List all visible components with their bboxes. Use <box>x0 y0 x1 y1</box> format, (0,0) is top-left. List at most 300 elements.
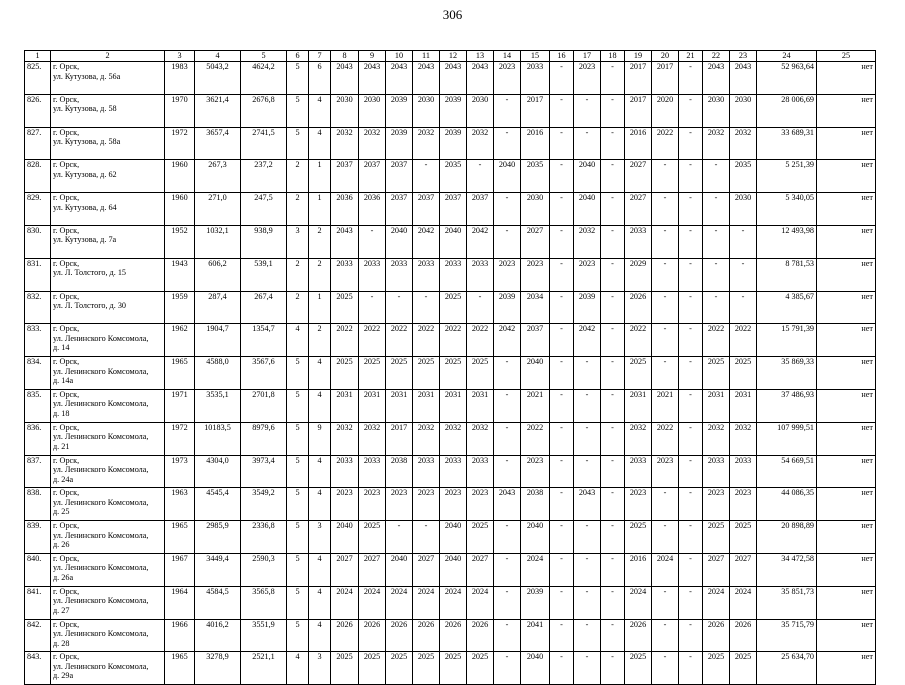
cell-col-18: - <box>601 94 625 127</box>
cell-col-24: 35 851,73 <box>757 586 817 619</box>
cell-col-16: - <box>550 94 574 127</box>
cell-col-18: - <box>601 652 625 685</box>
cell-col-6: 5 <box>287 62 309 95</box>
cell-col-11: 2033 <box>413 258 440 291</box>
cell-col-3: 1983 <box>165 62 195 95</box>
cell-col-13: 2033 <box>467 258 494 291</box>
cell-col-18: - <box>601 193 625 226</box>
cell-col-5: 2590,3 <box>241 553 287 586</box>
cell-col-14: - <box>494 652 521 685</box>
cell-col-4: 4304,0 <box>195 455 241 488</box>
cell-col-9: 2032 <box>359 422 386 455</box>
cell-col-11: 2023 <box>413 488 440 521</box>
address-cell <box>51 553 165 586</box>
cell-col-23: 2031 <box>730 389 757 422</box>
cell-col-8: 2030 <box>331 94 359 127</box>
cell-col-21: - <box>679 62 703 95</box>
cell-col-23: - <box>730 291 757 324</box>
column-number: 11 <box>413 51 440 62</box>
cell-col-15: 2040 <box>521 521 550 554</box>
cell-col-17: - <box>574 455 601 488</box>
cell-col-9: 2027 <box>359 553 386 586</box>
table-row <box>25 291 876 324</box>
cell-col-23: 2035 <box>730 160 757 193</box>
cell-col-13: 2030 <box>467 94 494 127</box>
cell-col-4: 3657,4 <box>195 127 241 160</box>
cell-col-7: 3 <box>309 652 331 685</box>
column-number: 1 <box>25 51 51 62</box>
cell-col-10: - <box>386 521 413 554</box>
cell-col-11: 2024 <box>413 586 440 619</box>
cell-col-5: 3551,9 <box>241 619 287 652</box>
cell-col-24: 44 086,35 <box>757 488 817 521</box>
cell-col-10: 2025 <box>386 357 413 390</box>
column-number: 19 <box>625 51 652 62</box>
address-line: ул. Кутузова, д. 62 <box>53 169 117 179</box>
cell-col-24: 33 689,31 <box>757 127 817 160</box>
table-row <box>25 225 876 258</box>
cell-col-7: 4 <box>309 357 331 390</box>
cell-col-14: 2023 <box>494 62 521 95</box>
cell-col-11: 2022 <box>413 324 440 357</box>
cell-col-19: 2031 <box>625 389 652 422</box>
cell-col-16: - <box>550 357 574 390</box>
cell-col-13: - <box>467 160 494 193</box>
cell-col-25: нет <box>817 193 876 226</box>
row-number: 833. <box>25 324 51 357</box>
cell-col-13: 2024 <box>467 586 494 619</box>
column-number: 6 <box>287 51 309 62</box>
cell-col-6: 2 <box>287 193 309 226</box>
cell-col-20: 2022 <box>652 422 679 455</box>
cell-col-16: - <box>550 193 574 226</box>
address-cell <box>51 521 165 554</box>
cell-col-17: 2023 <box>574 258 601 291</box>
cell-col-6: 5 <box>287 357 309 390</box>
cell-col-16: - <box>550 389 574 422</box>
cell-col-15: 2041 <box>521 619 550 652</box>
cell-col-15: 2016 <box>521 127 550 160</box>
cell-col-5: 247,5 <box>241 193 287 226</box>
cell-col-6: 3 <box>287 225 309 258</box>
cell-col-24: 20 898,89 <box>757 521 817 554</box>
cell-col-10: 2024 <box>386 586 413 619</box>
cell-col-16: - <box>550 324 574 357</box>
cell-col-7: 2 <box>309 258 331 291</box>
cell-col-10: 2039 <box>386 127 413 160</box>
cell-col-9: 2033 <box>359 258 386 291</box>
cell-col-8: 2037 <box>331 160 359 193</box>
cell-col-9: 2033 <box>359 455 386 488</box>
cell-col-20: - <box>652 488 679 521</box>
cell-col-12: 2031 <box>440 389 467 422</box>
address-line: ул. Ленинского Комсомола, <box>53 530 149 540</box>
cell-col-8: 2025 <box>331 357 359 390</box>
table-row <box>25 160 876 193</box>
cell-col-22: 2025 <box>703 357 730 390</box>
cell-col-13: 2023 <box>467 488 494 521</box>
cell-col-11: 2033 <box>413 455 440 488</box>
cell-col-11: 2042 <box>413 225 440 258</box>
address-line: г. Орск, <box>53 652 80 662</box>
address-line: ул. Ленинского Комсомола, <box>53 563 149 573</box>
cell-col-20: - <box>652 619 679 652</box>
cell-col-22: 2026 <box>703 619 730 652</box>
cell-col-3: 1972 <box>165 422 195 455</box>
cell-col-8: 2036 <box>331 193 359 226</box>
cell-col-13: 2032 <box>467 127 494 160</box>
cell-col-5: 2701,8 <box>241 389 287 422</box>
cell-col-8: 2025 <box>331 652 359 685</box>
cell-col-17: - <box>574 127 601 160</box>
row-number: 828. <box>25 160 51 193</box>
cell-col-15: 2024 <box>521 553 550 586</box>
housing-register-table <box>24 50 876 685</box>
cell-col-5: 2741,5 <box>241 127 287 160</box>
cell-col-14: 2023 <box>494 258 521 291</box>
cell-col-19: 2016 <box>625 553 652 586</box>
cell-col-5: 3973,4 <box>241 455 287 488</box>
cell-col-8: 2026 <box>331 619 359 652</box>
cell-col-22: 2025 <box>703 652 730 685</box>
cell-col-22: - <box>703 193 730 226</box>
cell-col-18: - <box>601 62 625 95</box>
cell-col-4: 3449,4 <box>195 553 241 586</box>
cell-col-14: - <box>494 225 521 258</box>
address-line: ул. Ленинского Комсомола, <box>53 596 149 606</box>
cell-col-16: - <box>550 258 574 291</box>
column-number: 3 <box>165 51 195 62</box>
cell-col-23: 2027 <box>730 553 757 586</box>
cell-col-3: 1965 <box>165 357 195 390</box>
cell-col-15: 2022 <box>521 422 550 455</box>
cell-col-8: 2024 <box>331 586 359 619</box>
address-line: г. Орск, <box>53 389 80 399</box>
cell-col-21: - <box>679 291 703 324</box>
cell-col-15: 2023 <box>521 258 550 291</box>
cell-col-8: 2027 <box>331 553 359 586</box>
row-number: 835. <box>25 389 51 422</box>
cell-col-9: 2036 <box>359 193 386 226</box>
cell-col-18: - <box>601 586 625 619</box>
cell-col-20: - <box>652 258 679 291</box>
cell-col-9: 2031 <box>359 389 386 422</box>
cell-col-23: 2022 <box>730 324 757 357</box>
cell-col-25: нет <box>817 553 876 586</box>
cell-col-15: 2040 <box>521 357 550 390</box>
cell-col-6: 5 <box>287 389 309 422</box>
cell-col-21: - <box>679 160 703 193</box>
cell-col-7: 4 <box>309 94 331 127</box>
cell-col-13: 2025 <box>467 357 494 390</box>
cell-col-9: 2037 <box>359 160 386 193</box>
cell-col-6: 5 <box>287 127 309 160</box>
cell-col-8: 2043 <box>331 225 359 258</box>
row-number: 841. <box>25 586 51 619</box>
cell-col-3: 1963 <box>165 488 195 521</box>
cell-col-12: 2024 <box>440 586 467 619</box>
cell-col-15: 2035 <box>521 160 550 193</box>
cell-col-23: 2030 <box>730 94 757 127</box>
cell-col-9: 2026 <box>359 619 386 652</box>
cell-col-24: 5 251,39 <box>757 160 817 193</box>
cell-col-6: 2 <box>287 160 309 193</box>
address-cell <box>51 357 165 390</box>
cell-col-4: 2985,9 <box>195 521 241 554</box>
cell-col-3: 1967 <box>165 553 195 586</box>
cell-col-6: 5 <box>287 488 309 521</box>
cell-col-16: - <box>550 225 574 258</box>
cell-col-12: 2032 <box>440 422 467 455</box>
cell-col-21: - <box>679 94 703 127</box>
cell-col-10: 2026 <box>386 619 413 652</box>
cell-col-5: 1354,7 <box>241 324 287 357</box>
cell-col-17: - <box>574 357 601 390</box>
column-number: 5 <box>241 51 287 62</box>
cell-col-6: 5 <box>287 521 309 554</box>
cell-col-24: 4 385,67 <box>757 291 817 324</box>
cell-col-13: 2033 <box>467 455 494 488</box>
address-line: г. Орск, <box>53 225 80 235</box>
cell-col-21: - <box>679 488 703 521</box>
cell-col-17: 2040 <box>574 193 601 226</box>
cell-col-12: 2026 <box>440 619 467 652</box>
cell-col-23: 2026 <box>730 619 757 652</box>
address-cell <box>51 422 165 455</box>
row-number: 840. <box>25 553 51 586</box>
column-number: 25 <box>817 51 876 62</box>
column-number: 24 <box>757 51 817 62</box>
address-line: ул. Кутузова, д. 7а <box>53 235 117 245</box>
cell-col-16: - <box>550 619 574 652</box>
cell-col-17: 2039 <box>574 291 601 324</box>
cell-col-21: - <box>679 357 703 390</box>
cell-col-22: 2032 <box>703 127 730 160</box>
cell-col-15: 2021 <box>521 389 550 422</box>
cell-col-18: - <box>601 160 625 193</box>
cell-col-25: нет <box>817 619 876 652</box>
address-line: г. Орск, <box>53 193 80 203</box>
cell-col-8: 2033 <box>331 258 359 291</box>
cell-col-4: 271,0 <box>195 193 241 226</box>
cell-col-18: - <box>601 291 625 324</box>
address-line: г. Орск, <box>53 291 80 301</box>
cell-col-25: нет <box>817 389 876 422</box>
cell-col-12: 2040 <box>440 553 467 586</box>
cell-col-11: - <box>413 160 440 193</box>
cell-col-12: 2043 <box>440 62 467 95</box>
cell-col-7: 6 <box>309 62 331 95</box>
cell-col-18: - <box>601 389 625 422</box>
cell-col-18: - <box>601 127 625 160</box>
address-line: д. 18 <box>53 408 70 418</box>
cell-col-9: 2025 <box>359 521 386 554</box>
cell-col-11: 2032 <box>413 422 440 455</box>
row-number: 829. <box>25 193 51 226</box>
cell-col-14: - <box>494 422 521 455</box>
cell-col-19: 2017 <box>625 94 652 127</box>
table-header <box>25 51 876 62</box>
cell-col-19: 2016 <box>625 127 652 160</box>
cell-col-17: 2040 <box>574 160 601 193</box>
cell-col-18: - <box>601 619 625 652</box>
cell-col-12: 2023 <box>440 488 467 521</box>
cell-col-13: 2037 <box>467 193 494 226</box>
cell-col-25: нет <box>817 62 876 95</box>
table-row <box>25 619 876 652</box>
cell-col-5: 2336,8 <box>241 521 287 554</box>
address-line: ул. Кутузова, д. 58а <box>53 137 121 147</box>
address-line: ул. Ленинского Комсомола, <box>53 497 149 507</box>
cell-col-24: 12 493,98 <box>757 225 817 258</box>
address-cell <box>51 488 165 521</box>
cell-col-14: - <box>494 127 521 160</box>
cell-col-8: 2025 <box>331 291 359 324</box>
cell-col-24: 5 340,05 <box>757 193 817 226</box>
cell-col-20: 2020 <box>652 94 679 127</box>
address-cell <box>51 619 165 652</box>
cell-col-24: 25 634,70 <box>757 652 817 685</box>
address-cell <box>51 258 165 291</box>
cell-col-22: 2031 <box>703 389 730 422</box>
cell-col-4: 3621,4 <box>195 94 241 127</box>
cell-col-22: 2025 <box>703 521 730 554</box>
cell-col-24: 35 869,33 <box>757 357 817 390</box>
column-number: 7 <box>309 51 331 62</box>
address-cell <box>51 389 165 422</box>
cell-col-17: 2032 <box>574 225 601 258</box>
cell-col-5: 8979,6 <box>241 422 287 455</box>
table-row <box>25 422 876 455</box>
cell-col-8: 2040 <box>331 521 359 554</box>
cell-col-8: 2032 <box>331 422 359 455</box>
cell-col-19: 2026 <box>625 291 652 324</box>
cell-col-10: 2037 <box>386 193 413 226</box>
cell-col-10: 2040 <box>386 225 413 258</box>
cell-col-19: 2026 <box>625 619 652 652</box>
cell-col-17: - <box>574 389 601 422</box>
cell-col-4: 287,4 <box>195 291 241 324</box>
address-line: г. Орск, <box>53 357 80 367</box>
cell-col-11: 2030 <box>413 94 440 127</box>
column-number: 4 <box>195 51 241 62</box>
table-row <box>25 324 876 357</box>
column-number: 22 <box>703 51 730 62</box>
cell-col-15: 2033 <box>521 62 550 95</box>
cell-col-6: 4 <box>287 652 309 685</box>
cell-col-20: 2017 <box>652 62 679 95</box>
cell-col-18: - <box>601 488 625 521</box>
cell-col-3: 1970 <box>165 94 195 127</box>
address-line: г. Орск, <box>53 521 80 531</box>
cell-col-14: 2040 <box>494 160 521 193</box>
cell-col-12: 2039 <box>440 94 467 127</box>
address-line: д. 28 <box>53 638 70 648</box>
cell-col-3: 1965 <box>165 521 195 554</box>
cell-col-22: 2032 <box>703 422 730 455</box>
cell-col-21: - <box>679 455 703 488</box>
cell-col-5: 539,1 <box>241 258 287 291</box>
cell-col-21: - <box>679 324 703 357</box>
cell-col-25: нет <box>817 652 876 685</box>
address-line: г. Орск, <box>53 127 80 137</box>
cell-col-25: нет <box>817 357 876 390</box>
cell-col-19: 2032 <box>625 422 652 455</box>
column-number: 21 <box>679 51 703 62</box>
cell-col-24: 107 999,51 <box>757 422 817 455</box>
table-row <box>25 389 876 422</box>
cell-col-7: 4 <box>309 455 331 488</box>
cell-col-24: 54 669,51 <box>757 455 817 488</box>
address-line: д. 14а <box>53 376 74 386</box>
cell-col-11: 2027 <box>413 553 440 586</box>
cell-col-20: - <box>652 291 679 324</box>
cell-col-21: - <box>679 553 703 586</box>
cell-col-14: - <box>494 357 521 390</box>
table-row <box>25 652 876 685</box>
row-number: 843. <box>25 652 51 685</box>
cell-col-5: 3565,8 <box>241 586 287 619</box>
cell-col-25: нет <box>817 586 876 619</box>
cell-col-25: нет <box>817 291 876 324</box>
cell-col-9: - <box>359 291 386 324</box>
cell-col-11: 2025 <box>413 357 440 390</box>
cell-col-15: 2034 <box>521 291 550 324</box>
table-row <box>25 553 876 586</box>
table-row <box>25 488 876 521</box>
table-row <box>25 94 876 127</box>
address-line: ул. Ленинского Комсомола, <box>53 629 149 639</box>
cell-col-5: 3549,2 <box>241 488 287 521</box>
cell-col-10: - <box>386 291 413 324</box>
cell-col-6: 4 <box>287 324 309 357</box>
cell-col-4: 5043,2 <box>195 62 241 95</box>
cell-col-13: 2027 <box>467 553 494 586</box>
cell-col-4: 606,2 <box>195 258 241 291</box>
cell-col-10: 2031 <box>386 389 413 422</box>
cell-col-12: 2035 <box>440 160 467 193</box>
cell-col-19: 2033 <box>625 225 652 258</box>
column-number: 17 <box>574 51 601 62</box>
cell-col-13: 2031 <box>467 389 494 422</box>
cell-col-7: 1 <box>309 160 331 193</box>
cell-col-14: - <box>494 389 521 422</box>
cell-col-11: 2026 <box>413 619 440 652</box>
cell-col-9: 2025 <box>359 652 386 685</box>
cell-col-15: 2023 <box>521 455 550 488</box>
cell-col-11: - <box>413 291 440 324</box>
cell-col-22: 2043 <box>703 62 730 95</box>
address-line: ул. Ленинского Комсомола, <box>53 432 149 442</box>
row-number: 830. <box>25 225 51 258</box>
cell-col-17: - <box>574 586 601 619</box>
cell-col-13: 2042 <box>467 225 494 258</box>
cell-col-6: 5 <box>287 553 309 586</box>
cell-col-19: 2033 <box>625 455 652 488</box>
cell-col-19: 2017 <box>625 62 652 95</box>
cell-col-14: - <box>494 521 521 554</box>
cell-col-16: - <box>550 127 574 160</box>
cell-col-22: - <box>703 291 730 324</box>
cell-col-23: 2025 <box>730 652 757 685</box>
row-number: 836. <box>25 422 51 455</box>
cell-col-11: - <box>413 521 440 554</box>
address-line: г. Орск, <box>53 258 80 268</box>
cell-col-18: - <box>601 225 625 258</box>
cell-col-9: 2023 <box>359 488 386 521</box>
cell-col-8: 2032 <box>331 127 359 160</box>
row-number: 839. <box>25 521 51 554</box>
